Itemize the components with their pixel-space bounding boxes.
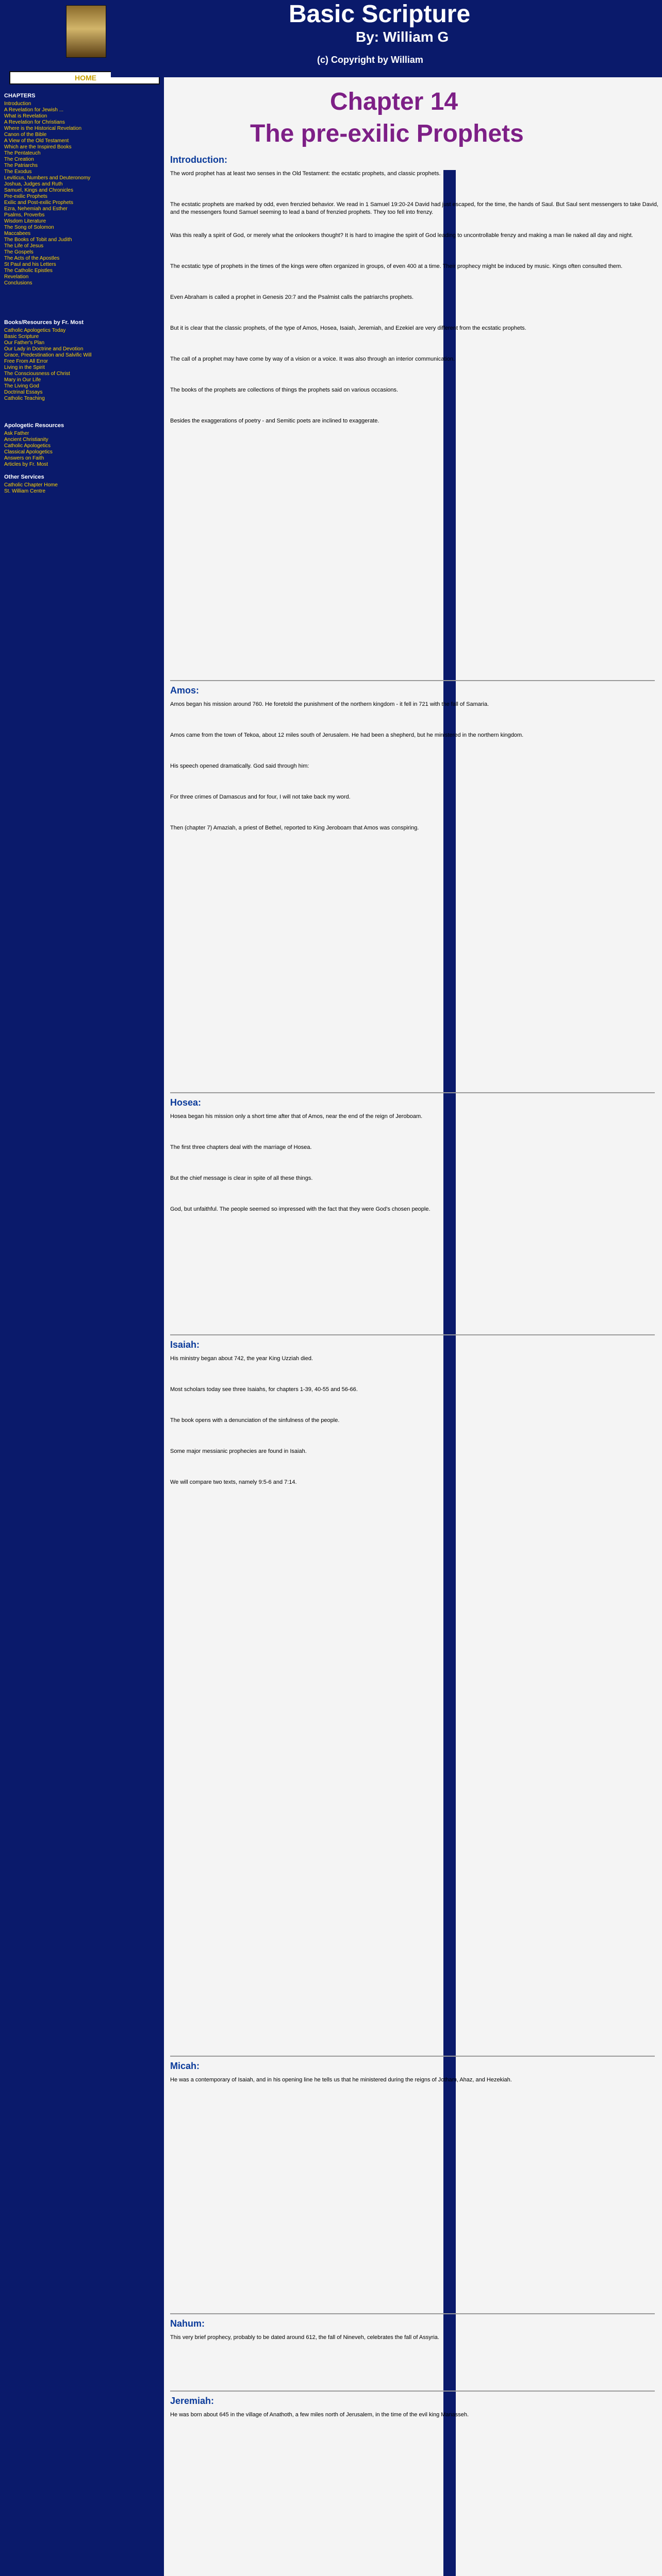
sidebar-link[interactable]: The Exodus xyxy=(4,169,32,175)
paragraph: But it is clear that the classic prophets, of the type of Amos, Hosea, Isaiah, Jeremiah, and Ezekiel are very different from the ecstatic prophets. xyxy=(170,325,526,331)
paragraph: The ecstatic type of prophets in the times of the kings were often organized in groups, of even 400 at a time. Their prophecy might be induced by music. Kings often consulted them. xyxy=(170,263,623,269)
paragraph: Besides the exaggerations of poetry - and Semitic poets are inclined to exaggerate. xyxy=(170,418,379,424)
section-heading: Amos: xyxy=(170,685,200,696)
paragraph: He was born about 645 in the village of Anathoth, a few miles north of Jerusalem, in the time of the evil king Manasseh. xyxy=(170,2412,469,2418)
sidebar-link[interactable]: Doctrinal Essays xyxy=(4,389,43,395)
sidebar-other xyxy=(4,474,110,495)
sidebar-link[interactable]: Which are the Inspired Books xyxy=(4,144,72,150)
paragraph: We will compare two texts, namely 9:5-6 and 7:14. xyxy=(170,1479,297,1485)
sidebar-link[interactable]: Free From All Error xyxy=(4,359,48,364)
sidebar-link[interactable]: The Creation xyxy=(4,157,34,162)
paragraph: The word prophet has at least two senses in the Old Testament: the ecstatic prophets, and classic prophets. xyxy=(170,171,441,177)
sidebar-link[interactable]: Articles by Fr. Most xyxy=(4,462,48,467)
sidebar-link[interactable]: The Catholic Epistles xyxy=(4,268,53,274)
chapter-number: Chapter 14 xyxy=(330,88,458,115)
section-divider xyxy=(170,2056,655,2057)
section-heading: Hosea: xyxy=(170,1097,202,1108)
sidebar-link[interactable]: Wisdom Literature xyxy=(4,218,46,224)
sidebar-link[interactable]: Pre-exilic Prophets xyxy=(4,194,47,199)
sidebar-link[interactable]: Ezra, Nehemiah and Esther xyxy=(4,206,68,212)
sidebar-link[interactable]: Exilic and Post-exilic Prophets xyxy=(4,200,73,206)
paragraph: Then (chapter 7) Amaziah, a priest of Bethel, reported to King Jeroboam that Amos was conspiring. xyxy=(170,825,419,831)
sidebar-link[interactable]: A Revelation for Christians xyxy=(4,120,65,125)
sidebar-link[interactable]: A Revelation for Jewish ... xyxy=(4,107,64,113)
home-label[interactable]: HOME xyxy=(75,74,96,82)
sidebar-link[interactable]: Conclusions xyxy=(4,280,32,286)
paragraph: Amos began his mission around 760. He foretold the punishment of the northern kingdom - it fell in 721 with the fall of Samaria. xyxy=(170,701,489,707)
sidebar-link[interactable]: The Books of Tobit and Judith xyxy=(4,237,72,243)
sidebar-link[interactable]: A View of the Old Testament xyxy=(4,138,69,144)
paragraph: Some major messianic prophecies are found in Isaiah. xyxy=(170,1448,307,1454)
sidebar-link[interactable]: The Pentateuch xyxy=(4,150,41,156)
paragraph: This very brief prophecy, probably to be dated around 612, the fall of Nineveh, celebrates the fall of Assyria. xyxy=(170,2334,439,2341)
paragraph: The call of a prophet may have come by way of a vision or a voice. It was also through an interior communication. xyxy=(170,356,455,362)
sidebar-chapters xyxy=(4,93,110,286)
paragraph: Even Abraham is called a prophet in Genesis 20:7 and the Psalmist calls the patriarchs prophets. xyxy=(170,294,414,300)
sidebar-link[interactable]: Psalms, Proverbs xyxy=(4,212,45,218)
paragraph: Amos came from the town of Tekoa, about 12 miles south of Jerusalem. He had been a shepherd, but he ministered in the northern kingdom. xyxy=(170,732,524,738)
sidebar-link[interactable]: Living in the Spirit xyxy=(4,365,45,370)
sidebar-link[interactable]: The Acts of the Apostles xyxy=(4,256,60,261)
sidebar-link[interactable]: Ask Father xyxy=(4,431,29,436)
copyright: (c) Copyright by William xyxy=(317,55,423,65)
sidebar-link[interactable]: Revelation xyxy=(4,274,29,280)
section-divider xyxy=(170,1334,655,1335)
paragraph: The book opens with a denunciation of the sinfulness of the people. xyxy=(170,1417,340,1423)
sidebar-link[interactable]: Ancient Christianity xyxy=(4,437,48,443)
paragraph: Hosea began his mission only a short time after that of Amos, near the end of the reign of Jeroboam. xyxy=(170,1113,423,1120)
sidebar-apologetic-heading: Apologetic Resources xyxy=(4,422,64,429)
sidebar-apologetics xyxy=(4,422,110,468)
sidebar-books xyxy=(4,319,110,402)
paragraph: The ecstatic prophets are marked by odd, even frenzied behavior. We read in 1 Samuel 19:20-24 David had just escaped, for the time, the hands of Saul. But Saul sent messengers to take David, and the messengers found Samuel seeming to lead a band of frenzied prophets. They too fell into frenzy. xyxy=(170,201,658,215)
content-area xyxy=(164,77,662,2576)
sidebar-link[interactable]: Mary in Our Life xyxy=(4,377,41,383)
sidebar-link[interactable]: Grace, Predestination and Salvific Will xyxy=(4,352,92,358)
section-divider xyxy=(170,1092,655,1093)
sidebar-link[interactable]: The Life of Jesus xyxy=(4,243,44,249)
sidebar-link[interactable]: Leviticus, Numbers and Deuteronomy xyxy=(4,175,91,181)
sidebar-link[interactable]: Joshua, Judges and Ruth xyxy=(4,181,63,187)
paragraph: For three crimes of Damascus and for four, I will not take back my word. xyxy=(170,794,351,800)
paragraph: Was this really a spirit of God, or merely what the onlookers thought? It is hard to imagine the spirit of God leading to uncontrollable frenzy and making a man lie naked all day and night. xyxy=(170,232,633,239)
sidebar-link[interactable]: Catholic Teaching xyxy=(4,396,45,401)
site-logo xyxy=(66,5,106,58)
sidebar-link[interactable]: Canon of the Bible xyxy=(4,132,47,138)
sidebar-link[interactable]: The Gospels xyxy=(4,249,34,255)
sidebar-link[interactable]: The Song of Solomon xyxy=(4,225,54,230)
sidebar-link[interactable]: Answers on Faith xyxy=(4,455,44,461)
paragraph: The books of the prophets are collections of things the prophets said on various occasions. xyxy=(170,387,399,393)
sidebar-other-heading: Other Services xyxy=(4,474,44,480)
sidebar-link[interactable]: Our Father's Plan xyxy=(4,340,45,346)
section-heading: Micah: xyxy=(170,2061,200,2071)
column-divider xyxy=(443,170,456,2576)
sidebar-chapters-heading: CHAPTERS xyxy=(4,93,36,99)
sidebar-books-heading: Books/Resources by Fr. Most xyxy=(4,319,84,326)
site-title: Basic Scripture xyxy=(289,1,471,28)
sidebar-link[interactable]: Basic Scripture xyxy=(4,334,39,340)
sidebar-link[interactable]: Introduction xyxy=(4,101,31,107)
paragraph: Most scholars today see three Isaiahs, for chapters 1-39, 40-55 and 56-66. xyxy=(170,1386,358,1393)
paragraph: The first three chapters deal with the marriage of Hosea. xyxy=(170,1144,312,1150)
section-divider xyxy=(170,680,655,681)
site-byline: By: William G xyxy=(356,29,449,45)
sidebar-link[interactable]: The Consciousness of Christ xyxy=(4,371,70,377)
sidebar-link[interactable]: St. William Centre xyxy=(4,488,46,494)
sidebar-link[interactable]: Classical Apologetics xyxy=(4,449,53,455)
sidebar-link[interactable]: Catholic Chapter Home xyxy=(4,482,58,488)
sidebar-link[interactable]: Catholic Apologetics xyxy=(4,443,51,449)
sidebar-link[interactable]: St Paul and his Letters xyxy=(4,262,56,267)
section-heading: Nahum: xyxy=(170,2318,205,2329)
sidebar-link[interactable]: Catholic Apologetics Today xyxy=(4,328,66,333)
sidebar-link[interactable]: Samuel, Kings and Chronicles xyxy=(4,188,73,193)
sidebar-link[interactable]: The Patriarchs xyxy=(4,163,38,168)
paragraph: His ministry began about 742, the year King Uzziah died. xyxy=(170,1355,313,1362)
section-heading: Jeremiah: xyxy=(170,2396,214,2406)
section-divider xyxy=(170,2313,655,2314)
sidebar-link[interactable]: What is Revelation xyxy=(4,113,47,119)
section-heading: Isaiah: xyxy=(170,1340,200,1350)
sidebar-link[interactable]: The Living God xyxy=(4,383,39,389)
paragraph: God, but unfaithful. The people seemed so impressed with the fact that they were God's chosen people. xyxy=(170,1206,431,1212)
paragraph: He was a contemporary of Isaiah, and in his opening line he tells us that he ministered during the reigns of Jotham, Ahaz, and Hezekiah. xyxy=(170,2077,512,2083)
paragraph: His speech opened dramatically. God said through him: xyxy=(170,763,309,769)
paragraph: But the chief message is clear in spite of all these things. xyxy=(170,1175,313,1181)
sidebar-link[interactable]: Maccabees xyxy=(4,231,31,236)
section-divider xyxy=(170,2391,655,2392)
sidebar-link[interactable]: Where is the Historical Revelation xyxy=(4,126,82,131)
chapter-title: The pre-exilic Prophets xyxy=(250,120,524,147)
sidebar-link[interactable]: Our Lady in Doctrine and Devotion xyxy=(4,346,84,352)
section-heading: Introduction: xyxy=(170,155,227,165)
